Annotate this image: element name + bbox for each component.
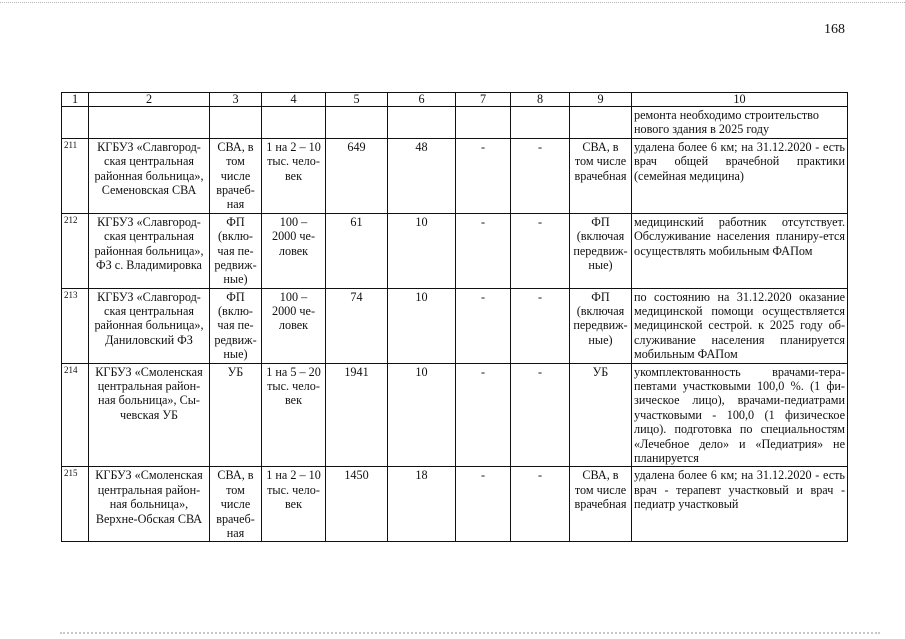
col-header-5: 5 bbox=[326, 93, 388, 107]
continuation-row bbox=[62, 107, 848, 139]
col-header-9: 9 bbox=[570, 93, 632, 107]
cell-col5: 1941 bbox=[326, 363, 388, 467]
population-norm: 100 – 2000 че- ловек bbox=[262, 288, 326, 363]
row-note: удалена более 6 км; на 31.12.2020 - есть врач общей врачебной практики (семейная медицина) bbox=[632, 138, 848, 213]
scan-bottom-edge bbox=[60, 632, 880, 634]
facility-type: ФП (вклю- чая пе- редвиж- ные) bbox=[210, 288, 262, 363]
table-row bbox=[62, 138, 848, 213]
cell-col6: 10 bbox=[388, 363, 456, 467]
organization-name: КГБУЗ «Славгород- ская центральная районная больница», Семеновская СВА bbox=[89, 138, 210, 213]
col-header-8: 8 bbox=[511, 93, 570, 107]
col-header-4: 4 bbox=[262, 93, 326, 107]
organization-name: КГБУЗ «Смоленская центральная район- ная больница», Верхне-Обская СВА bbox=[89, 467, 210, 542]
row-number: 213 bbox=[62, 288, 89, 363]
row-note: медицинский работник отсутствует. Обслуживание населения планиру-ется осуществлять мобильным ФАПом bbox=[632, 213, 848, 288]
row-number: 215 bbox=[62, 467, 89, 542]
table-row bbox=[62, 363, 848, 467]
organization-name: КГБУЗ «Славгород- ская центральная районная больница», ФЗ с. Владимировка bbox=[89, 213, 210, 288]
col-header-2: 2 bbox=[89, 93, 210, 107]
population-norm: 1 на 2 – 10 тыс. чело- век bbox=[262, 467, 326, 542]
cell-col7: - bbox=[456, 363, 511, 467]
cell-col5: 61 bbox=[326, 213, 388, 288]
scan-top-edge bbox=[0, 2, 905, 3]
planned-type: СВА, в том числе врачебная bbox=[570, 467, 632, 542]
continuation-note: ремонта необходимо строительство нового здания в 2025 году bbox=[632, 107, 848, 139]
cell-col5: 649 bbox=[326, 138, 388, 213]
cell-col6: 10 bbox=[388, 213, 456, 288]
planned-type: ФП (включая передвиж- ные) bbox=[570, 213, 632, 288]
cell-col7: - bbox=[456, 213, 511, 288]
facility-type: СВА, в том числе врачеб- ная bbox=[210, 467, 262, 542]
table-row bbox=[62, 467, 848, 542]
table-row bbox=[62, 213, 848, 288]
row-note: по состоянию на 31.12.2020 оказание медицинской помощи осуществляется медицинской сестрой. к 2025 году об-служивание населения планируется мобильным ФАПом bbox=[632, 288, 848, 363]
facility-type: СВА, в том числе врачеб- ная bbox=[210, 138, 262, 213]
organization-name: КГБУЗ «Славгород- ская центральная районная больница», Даниловский ФЗ bbox=[89, 288, 210, 363]
population-norm: 100 – 2000 че- ловек bbox=[262, 213, 326, 288]
page-number: 168 bbox=[824, 22, 845, 37]
row-note: удалена более 6 км; на 31.12.2020 - есть врач - терапевт участковый и врач - педиатр участковый bbox=[632, 467, 848, 542]
cell-col6: 48 bbox=[388, 138, 456, 213]
row-number: 211 bbox=[62, 138, 89, 213]
cell-col8: - bbox=[511, 288, 570, 363]
cell-col7: - bbox=[456, 288, 511, 363]
facilities-table bbox=[61, 92, 848, 542]
cell-col8: - bbox=[511, 467, 570, 542]
organization-name: КГБУЗ «Смоленская центральная район- ная больница», Сы- чевская УБ bbox=[89, 363, 210, 467]
col-header-6: 6 bbox=[388, 93, 456, 107]
cell-col8: - bbox=[511, 363, 570, 467]
cell-col5: 74 bbox=[326, 288, 388, 363]
facility-type: ФП (вклю- чая пе- редвиж- ные) bbox=[210, 213, 262, 288]
planned-type: ФП (включая передвиж- ные) bbox=[570, 288, 632, 363]
facility-type: УБ bbox=[210, 363, 262, 467]
planned-type: УБ bbox=[570, 363, 632, 467]
cell-col5: 1450 bbox=[326, 467, 388, 542]
cell-col7: - bbox=[456, 138, 511, 213]
row-number: 212 bbox=[62, 213, 89, 288]
cell-col8: - bbox=[511, 213, 570, 288]
planned-type: СВА, в том числе врачебная bbox=[570, 138, 632, 213]
col-header-3: 3 bbox=[210, 93, 262, 107]
population-norm: 1 на 2 – 10 тыс. чело- век bbox=[262, 138, 326, 213]
cell-col7: - bbox=[456, 467, 511, 542]
table-row bbox=[62, 288, 848, 363]
cell-col8: - bbox=[511, 138, 570, 213]
col-header-7: 7 bbox=[456, 93, 511, 107]
cell-col6: 18 bbox=[388, 467, 456, 542]
population-norm: 1 на 5 – 20 тыс. чело- век bbox=[262, 363, 326, 467]
col-header-10: 10 bbox=[632, 93, 848, 107]
header-row bbox=[62, 93, 848, 107]
row-number: 214 bbox=[62, 363, 89, 467]
row-note: укомплектованность врачами-тера-певтами участковыми 100,0 %. (1 фи-зическое лицо), врачами-педиатрами участковыми - 100,0 (1 физическое лицо). подготовка по специальностям «Лечебное дело» и «Педиатрия» не планируется bbox=[632, 363, 848, 467]
col-header-1: 1 bbox=[62, 93, 89, 107]
cell-col6: 10 bbox=[388, 288, 456, 363]
